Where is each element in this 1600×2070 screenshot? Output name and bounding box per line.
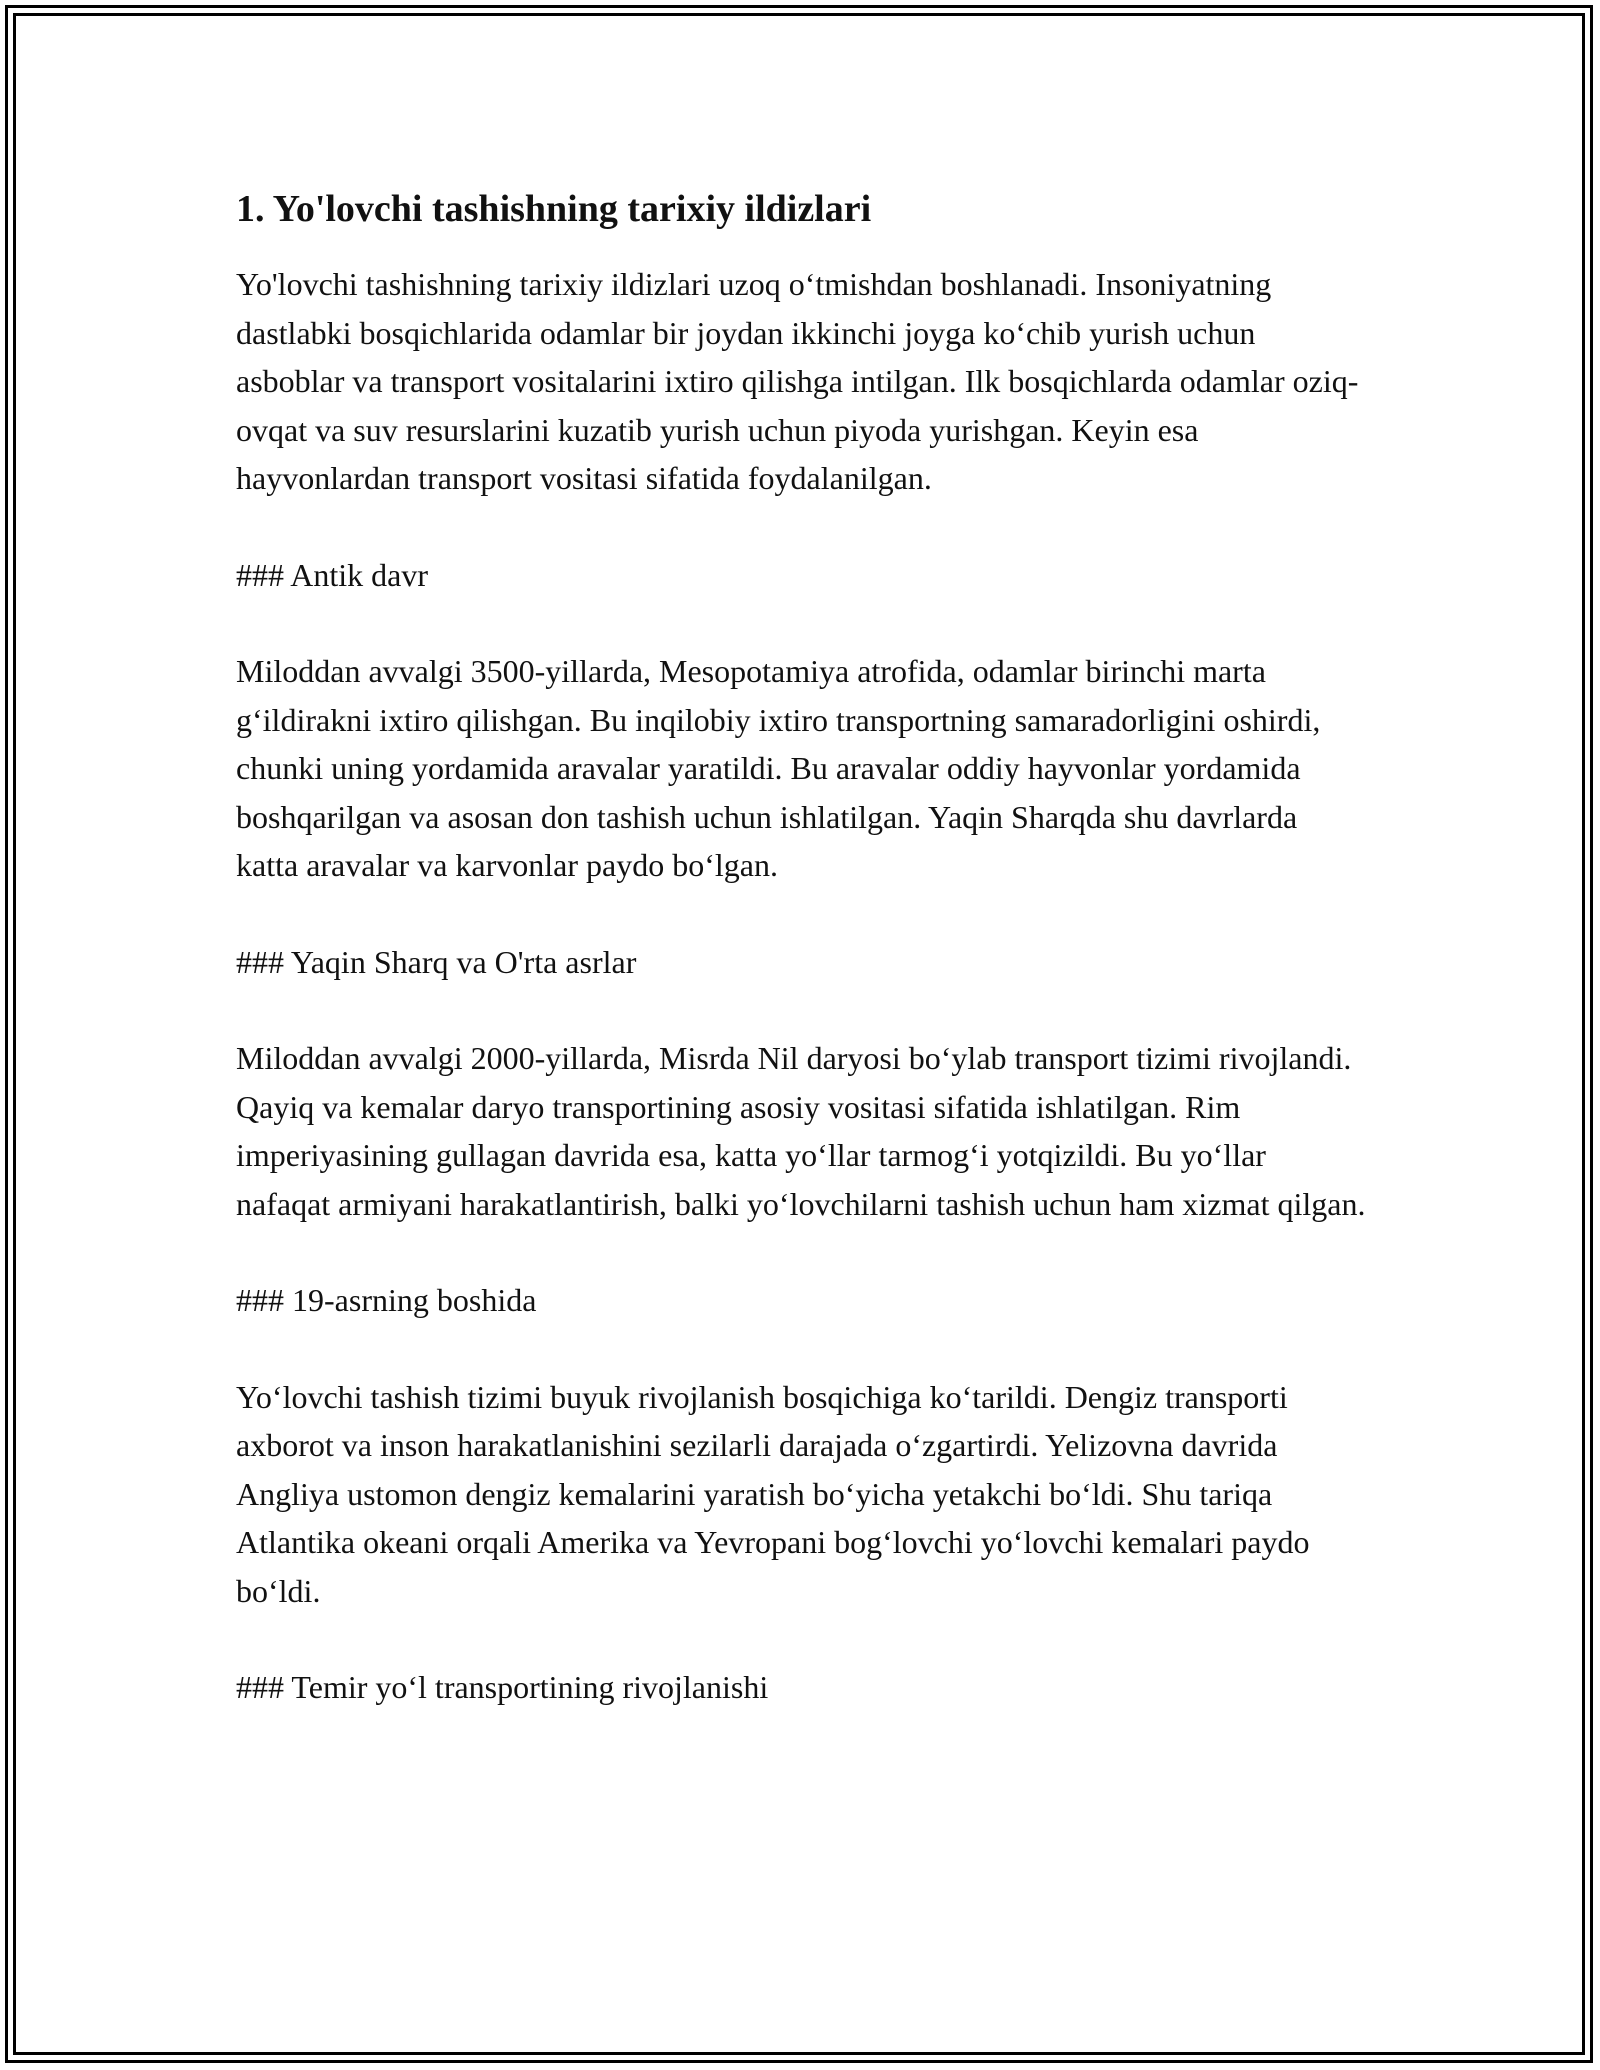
- document-body: [236, 185, 1366, 1760]
- subheading-yaqin-sharq: ### Yaqin Sharq va O'rta asrlar: [236, 943, 637, 980]
- subheading-temir-yol: ### Temir yo‘l transportining rivojlanishi: [236, 1669, 769, 1706]
- paragraph-antik-davr: Miloddan avvalgi 3500-yillarda, Mesopotamiya atrofida, odamlar birinchi marta g‘ildirakni ixtiro qilishgan. Bu inqilobiy ixtiro transportning samaradorligini oshirdi, chunki uning yordamida aravalar yaratildi. Bu aravalar oddiy hayvonlar yordamida boshqarilgan va asosan don tashish uchun ishlatilgan. Yaqin Sharqda shu davrlarda katta aravalar va karvonlar paydo bo‘lgan.: [236, 653, 1321, 884]
- paragraph-19-asr: Yo‘lovchi tashish tizimi buyuk rivojlanish bosqichiga ko‘tarildi. Dengiz transporti axborot va inson harakatlanishini sezilarli darajada o‘zgartirdi. Yelizovna davrida Angliya ustomon dengiz kemalarini yaratish bo‘yicha yetakchi bo‘ldi. Shu tariqa Atlantika okeani orqali Amerika va Yevropani bog‘lovchi yo‘lovchi kemalari paydo bo‘ldi.: [236, 1378, 1310, 1609]
- document-title: 1. Yo'lovchi tashishning tarixiy ildizlari: [236, 188, 872, 230]
- subheading-19-asr: ### 19-asrning boshida: [236, 1282, 537, 1319]
- paragraph-yaqin-sharq: Miloddan avvalgi 2000-yillarda, Misrda Nil daryosi bo‘ylab transport tizimi rivojlandi. Qayiq va kemalar daryo transportining asosiy vositasi sifatida ishlatilgan. Rim imperiyasining gullagan davrida esa, katta yo‘llar tarmog‘i yotqizildi. Bu yo‘llar nafaqat armiyani harakatlantirish, balki yo‘lovchilarni tashish uchun ham xizmat qilgan.: [236, 1040, 1366, 1222]
- paragraph-intro: Yo'lovchi tashishning tarixiy ildizlari uzoq o‘tmishdan boshlanadi. Insoniyatning dastlabki bosqichlarida odamlar bir joydan ikkinchi joyga ko‘chib yurish uchun asboblar va transport vositalarini ixtiro qilishga intilgan. Ilk bosqichlarda odamlar oziq-ovqat va suv resurslarini kuzatib yurish uchun piyoda yurishgan. Keyin esa hayvonlardan transport vositasi sifatida foydalanilgan.: [236, 266, 1359, 497]
- subheading-antik-davr: ### Antik davr: [236, 556, 428, 593]
